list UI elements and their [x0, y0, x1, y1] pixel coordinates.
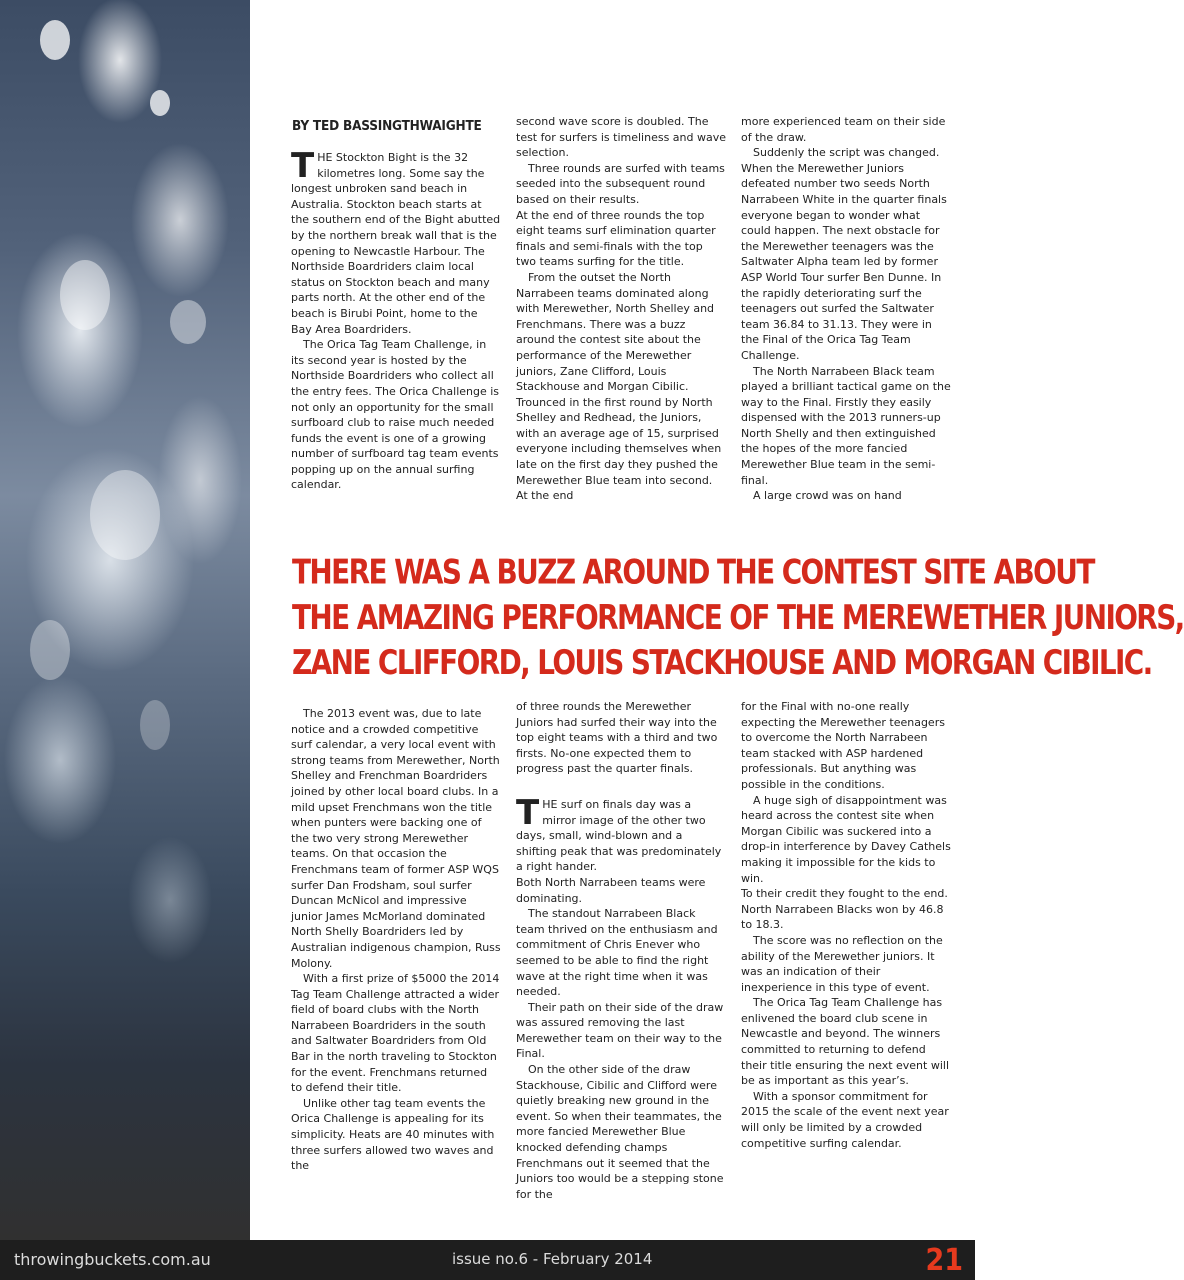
paragraph: From the outset the North Narrabeen teams dominated along with Merewether, North Shelley and Frenchmans. There was a buzz around the contest site about the performance of the Merewether juniors, Zane Clifford, Louis Stackhouse and Morgan Cibilic. Trounced in the first round by North Shelley and Redhead, the Juniors, with an average age of 15, surprised everyone including themselves when late on the first day they pushed the Merewether Blue team into second. At the end	[516, 270, 722, 503]
article-column-6	[741, 699, 951, 1151]
paragraph: On the other side of the draw Stackhouse, Cibilic and Clifford were quietly breaking new ground in the event. So when their teammates, the more fancied Merewether Blue knocked defending champs Frenchmans out it seemed that the Juniors too would be a stepping stone for the	[516, 1063, 724, 1201]
page-footer	[0, 1240, 975, 1280]
paragraph: for the Final with no-one really expecting the Merewether teenagers to overcome the North Narrabeen team stacked with ASP hardened professionals. But anything was possible in the conditions.	[741, 700, 945, 791]
paragraph: Three rounds are surfed with teams seeded into the subsequent round based on their results.	[516, 161, 725, 206]
page-number: 21	[925, 1243, 963, 1278]
paragraph: To their credit they fought to the end. North Narrabeen Blacks won by 46.8 to 18.3.	[741, 887, 948, 932]
paragraph: With a sponsor commitment for 2015 the scale of the event next year will only be limited by a crowded competitive surfing calendar.	[741, 1089, 949, 1150]
article-column-1	[291, 146, 501, 493]
paragraph: of three rounds the Merewether Juniors had surfed their way into the top eight teams with a third and two firsts. No-one expected them to progress past the quarter finals.	[516, 700, 718, 776]
paragraph: Their path on their side of the draw was assured removing the last Merewether team on their way to the Final.	[516, 1000, 724, 1061]
website-link[interactable]: throwingbuckets.com.au	[14, 1250, 211, 1269]
paragraph: more experienced team on their side of the draw.	[741, 115, 946, 144]
paragraph: The standout Narrabeen Black team thrived on the enthusiasm and commitment of Chris Enever who seemed to be able to find the right wave at the right time when it was needed.	[516, 907, 718, 999]
pull-quote-line: ZANE CLIFFORD, LOUIS STACKHOUSE AND MORGAN CIBILIC.	[292, 643, 1152, 683]
byline: BY TED BASSINGTHWAIGHTE	[292, 118, 482, 134]
article-column-5	[516, 699, 726, 1202]
pull-quote-line: THERE WAS A BUZZ AROUND THE CONTEST SITE ABOUT	[292, 553, 1094, 593]
paragraph: The 2013 event was, due to late notice and a crowded competitive surf calendar, a very local event with strong teams from Merewether, North Shelley and Frenchman Boardriders joined by other local board clubs. In a mild upset Frenchmans won the title when punters were backing one of the two very strong Merewether teams. On that occasion the Frenchmans team of former ASP WQS surfer Dan Frodsham, soul surfer Duncan McNicol and impressive junior James McMorland dominated North Shelly Boardriders led by Australian indigenous champion, Russ Molony.	[291, 707, 501, 970]
wave-spray-photo	[0, 0, 250, 1240]
pull-quote	[292, 550, 1184, 686]
paragraph: The Orica Tag Team Challenge has enlivened the board club scene in Newcastle and beyond. The winners committed to returning to defend their title ensuring the next event will be as important as this year’s.	[741, 996, 950, 1088]
drop-cap: T	[291, 146, 315, 186]
paragraph: The Orica Tag Team Challenge, in its second year is hosted by the Northside Boardriders who collect all the entry fees. The Orica Challenge is not only an opportunity for the small surfboard club to raise much needed funds the event is one of a growing number of surfboard tag team events popping up on the annual surfing calendar.	[291, 338, 500, 492]
drop-cap: T	[516, 792, 540, 833]
paragraph: Both North Narrabeen teams were dominating.	[516, 875, 706, 905]
paragraph: The score was no reflection on the ability of the Merewether juniors. It was an indication of their inexperience in this type of event.	[741, 933, 943, 994]
paragraph: With a first prize of $5000 the 2014 Tag Team Challenge attracted a wider field of board clubs with the North Narrabeen Boardriders in the south and Saltwater Boardriders from Old Bar in the north traveling to Stockton for the event. Frenchmans returned to defend their title.	[291, 972, 500, 1095]
paragraph: THE surf on finals day was a mirror image of the other two days, small, wind-blown and a shifting peak that was predominately a right hander.	[516, 792, 722, 874]
article-column-3	[741, 114, 951, 504]
paragraph: The North Narrabeen Black team played a brilliant tactical game on the way to the Final. Firstly they easily dispensed with the 2013 runners-up North Shelly and then extinguished the hopes of the more fancied Merewether Blue team in the semi-final.	[741, 364, 951, 487]
paragraph: THE Stockton Bight is the 32 kilometres long. Some say the longest unbroken sand beach in Australia. Stockton beach starts at the southern end of the Bight abutted by the northern break wall that is the opening to Newcastle Harbour. The Northside Boardriders claim local status on Stockton beach and many parts north. At the other end of the beach is Birubi Point, home to the Bay Area Boardriders.	[291, 146, 501, 336]
paragraph: second wave score is doubled. The test for surfers is timeliness and wave selection.	[516, 115, 727, 160]
paragraph: A huge sigh of disappointment was heard across the contest site when Morgan Cibilic was suckered into a drop-in interference by Davey Cathels making it impossible for the kids to win.	[741, 793, 951, 885]
article-column-2	[516, 114, 726, 504]
paragraph: Unlike other tag team events the Orica Challenge is appealing for its simplicity. Heats are 40 minutes with three surfers allowed two waves and the	[291, 1096, 495, 1173]
issue-info: issue no.6 - February 2014	[452, 1250, 653, 1268]
paragraph: At the end of three rounds the top eight teams surf elimination quarter finals and semi-finals with the top two teams surfing for the title.	[516, 208, 716, 269]
paragraph: Suddenly the script was changed. When the Merewether Juniors defeated number two seeds North Narrabeen White in the quarter finals everyone began to wonder what could happen. The next obstacle for the Merewether teenagers was the Saltwater Alpha team led by former ASP World Tour surfer Ben Dunne. In the rapidly deteriorating surf the teenagers out surfed the Saltwater team 36.84 to 31.13. They were in the Final of the Orica Tag Team Challenge.	[741, 146, 947, 362]
paragraph: A large crowd was on hand	[753, 489, 902, 503]
pull-quote-line: THE AMAZING PERFORMANCE OF THE MEREWETHER JUNIORS,	[292, 598, 1184, 638]
article-column-4	[291, 706, 501, 1174]
